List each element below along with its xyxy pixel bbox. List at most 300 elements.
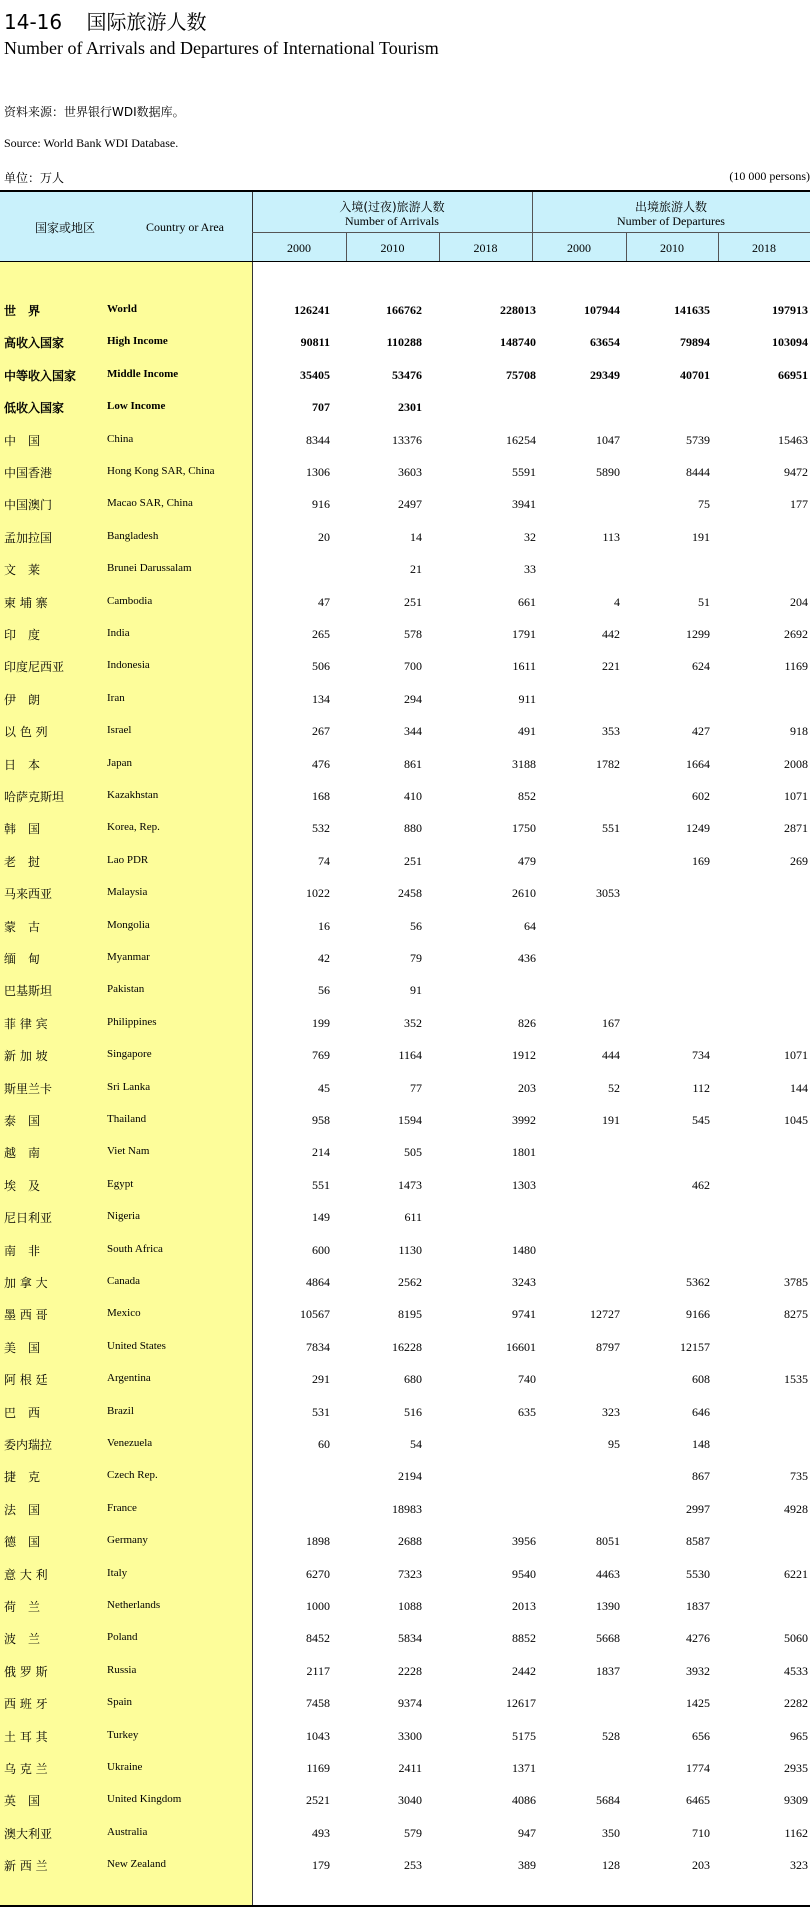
value-cell: 2013 xyxy=(512,1599,536,1613)
value-cell: 646 xyxy=(692,1404,710,1419)
unit-note-en: (10 000 persons) xyxy=(729,169,810,183)
value-cell: 291 xyxy=(312,1372,330,1387)
value-cell: 7834 xyxy=(306,1339,330,1354)
value-cell: 389 xyxy=(518,1858,536,1873)
value-cell: 2282 xyxy=(784,1696,808,1711)
country-name-cn: 柬 埔 寨 xyxy=(4,595,48,610)
value-cell: 1249 xyxy=(686,821,710,836)
value-cell: 531 xyxy=(312,1404,330,1419)
table-row xyxy=(0,358,810,390)
value-cell: 16228 xyxy=(392,1339,422,1354)
value-cell: 6221 xyxy=(784,1566,808,1581)
table-row xyxy=(0,1103,810,1135)
value-cell: 579 xyxy=(404,1825,422,1840)
value-cell: 169 xyxy=(692,853,710,868)
value-cell: 4 xyxy=(614,594,620,609)
value-cell: 60 xyxy=(318,1437,330,1451)
country-name-en: Iran xyxy=(107,691,125,704)
value-cell: 5668 xyxy=(596,1631,620,1646)
country-name-en: World xyxy=(107,303,137,315)
country-name-en: High Income xyxy=(107,335,168,348)
value-cell: 79 xyxy=(410,951,422,965)
value-cell: 199 xyxy=(312,1015,330,1030)
country-name-cn: 哈萨克斯坦 xyxy=(4,790,65,804)
value-cell: 493 xyxy=(312,1825,330,1840)
table-row xyxy=(0,585,810,617)
value-cell: 95 xyxy=(608,1437,620,1451)
country-name-en: Japan xyxy=(107,756,133,769)
country-name-en: Ukraine xyxy=(107,1761,143,1773)
value-cell: 442 xyxy=(602,627,620,641)
value-cell: 228013 xyxy=(500,303,536,317)
country-name-cn: 委内瑞拉 xyxy=(4,1438,53,1452)
value-cell: 103094 xyxy=(772,335,808,350)
value-cell: 3188 xyxy=(512,756,536,771)
country-name-en: Hong Kong SAR, China xyxy=(107,465,215,477)
header-divider xyxy=(346,232,347,262)
value-cell: 204 xyxy=(790,594,808,609)
country-name-en: Turkey xyxy=(107,1728,139,1741)
table-row xyxy=(0,779,810,811)
country-name-en: Venezuela xyxy=(107,1437,153,1449)
value-cell: 149 xyxy=(312,1210,330,1225)
value-cell: 608 xyxy=(692,1372,710,1387)
country-name-cn: 越 南 xyxy=(4,1146,41,1161)
value-cell: 2008 xyxy=(784,756,808,771)
table-row xyxy=(0,1459,810,1491)
value-cell: 16254 xyxy=(506,432,536,447)
value-cell: 661 xyxy=(518,594,536,609)
table-row xyxy=(0,1200,810,1232)
country-name-en: Indonesia xyxy=(107,659,150,672)
table-row xyxy=(0,909,810,941)
value-cell: 1837 xyxy=(596,1663,620,1678)
country-name-cn: 波 兰 xyxy=(4,1632,41,1647)
value-cell: 911 xyxy=(518,691,536,706)
value-cell: 3932 xyxy=(686,1663,710,1678)
value-cell: 14 xyxy=(410,529,422,544)
header-divider xyxy=(252,232,810,233)
value-cell: 436 xyxy=(518,951,536,965)
value-cell: 6465 xyxy=(686,1793,710,1808)
table-row xyxy=(0,1783,810,1815)
value-cell: 410 xyxy=(404,789,422,803)
table-row xyxy=(0,649,810,681)
value-cell: 3941 xyxy=(512,497,536,512)
country-name-cn: 美 国 xyxy=(4,1340,41,1355)
header-departures-cn: 出境旅游人数 xyxy=(634,200,707,214)
value-cell: 75708 xyxy=(506,367,536,382)
country-name-cn: 英 国 xyxy=(4,1794,41,1809)
table-title-cn-text: 国际旅游人数 xyxy=(86,10,207,34)
value-cell: 134 xyxy=(312,691,330,706)
value-cell: 2458 xyxy=(398,886,422,901)
value-cell: 1043 xyxy=(306,1728,330,1743)
value-cell: 1164 xyxy=(398,1048,422,1063)
value-cell: 7458 xyxy=(306,1696,330,1711)
country-name-cn: 巴基斯坦 xyxy=(4,984,53,999)
value-cell: 1088 xyxy=(398,1599,422,1613)
value-cell: 1169 xyxy=(306,1761,330,1775)
table-row xyxy=(0,617,810,649)
country-name-en: Spain xyxy=(107,1696,133,1709)
table-row xyxy=(0,1135,810,1167)
country-name-en: New Zealand xyxy=(107,1858,166,1871)
value-cell: 141635 xyxy=(674,303,710,317)
value-cell: 4864 xyxy=(306,1275,330,1289)
value-cell: 10567 xyxy=(300,1307,330,1322)
country-name-en: Middle Income xyxy=(107,367,179,380)
value-cell: 1071 xyxy=(784,1048,808,1063)
table-header xyxy=(0,190,810,262)
value-cell: 4086 xyxy=(512,1793,536,1808)
value-cell: 700 xyxy=(404,659,422,674)
country-name-en: Italy xyxy=(107,1566,128,1579)
country-name-en: United States xyxy=(107,1339,166,1352)
value-cell: 5834 xyxy=(398,1631,422,1646)
value-cell: 3785 xyxy=(784,1275,808,1289)
value-cell: 191 xyxy=(602,1113,620,1127)
value-cell: 9309 xyxy=(784,1793,808,1808)
value-cell: 2562 xyxy=(398,1275,422,1289)
country-name-en: Australia xyxy=(107,1825,148,1838)
source-note-cn: 资料来源：世界银行WDI数据库。 xyxy=(4,105,185,119)
value-cell: 113 xyxy=(602,529,620,544)
value-cell: 269 xyxy=(790,853,808,868)
value-cell: 680 xyxy=(404,1372,422,1387)
table-row xyxy=(0,1621,810,1653)
header-divider xyxy=(252,192,253,262)
country-name-cn: 菲 律 宾 xyxy=(4,1016,48,1031)
value-cell: 1371 xyxy=(512,1761,536,1775)
country-name-en: Canada xyxy=(107,1275,140,1287)
value-cell: 2411 xyxy=(398,1761,422,1775)
country-name-cn: 日 本 xyxy=(4,757,41,772)
value-cell: 128 xyxy=(602,1858,620,1873)
value-cell: 7323 xyxy=(398,1566,422,1581)
value-cell: 2228 xyxy=(398,1663,422,1678)
country-name-cn: 韩 国 xyxy=(4,822,41,837)
country-name-cn: 世 界 xyxy=(4,304,41,318)
country-name-cn: 南 非 xyxy=(4,1243,41,1258)
value-cell: 63654 xyxy=(590,335,620,350)
table-row xyxy=(0,552,810,584)
value-cell: 203 xyxy=(692,1858,710,1873)
table-row xyxy=(0,293,810,325)
value-cell: 16601 xyxy=(506,1339,536,1354)
table-row xyxy=(0,1719,810,1751)
value-cell: 32 xyxy=(524,529,536,544)
value-cell: 352 xyxy=(404,1015,422,1030)
table-row xyxy=(0,1524,810,1556)
country-name-en: Thailand xyxy=(107,1113,147,1125)
value-cell: 51 xyxy=(698,594,710,609)
country-name-en: Viet Nam xyxy=(107,1145,150,1158)
table-body xyxy=(0,262,810,1905)
value-cell: 635 xyxy=(518,1404,536,1419)
value-cell: 2935 xyxy=(784,1761,808,1775)
table-row xyxy=(0,390,810,422)
value-cell: 1774 xyxy=(686,1761,710,1775)
value-cell: 1664 xyxy=(686,756,710,771)
table-row xyxy=(0,1362,810,1394)
value-cell: 344 xyxy=(404,724,422,739)
value-cell: 476 xyxy=(312,756,330,771)
value-cell: 20 xyxy=(318,529,330,544)
value-cell: 221 xyxy=(602,659,620,674)
table-row xyxy=(0,1427,810,1459)
country-name-en: Nigeria xyxy=(107,1210,140,1223)
country-name-en: South Africa xyxy=(107,1242,163,1255)
table-row xyxy=(0,1265,810,1297)
value-cell: 2497 xyxy=(398,497,422,512)
value-cell: 353 xyxy=(602,724,620,739)
country-name-cn: 蒙 古 xyxy=(4,919,41,934)
value-cell: 2997 xyxy=(686,1501,710,1516)
header-departures-en: Number of Departures xyxy=(617,214,725,228)
country-name-en: Kazakhstan xyxy=(107,789,159,801)
table-row xyxy=(0,1848,810,1880)
value-cell: 5530 xyxy=(686,1566,710,1581)
value-cell: 1898 xyxy=(306,1534,330,1549)
country-name-cn: 墨 西 哥 xyxy=(4,1308,48,1323)
value-cell: 66951 xyxy=(778,367,808,382)
value-cell: 323 xyxy=(790,1858,808,1873)
value-cell: 769 xyxy=(312,1048,330,1063)
country-name-cn: 伊 朗 xyxy=(4,692,41,707)
value-cell: 8195 xyxy=(398,1307,422,1322)
value-cell: 965 xyxy=(790,1728,808,1743)
table-row xyxy=(0,487,810,519)
value-cell: 2442 xyxy=(512,1663,536,1678)
value-cell: 167 xyxy=(602,1015,620,1030)
table-row xyxy=(0,1686,810,1718)
header-divider xyxy=(532,192,533,262)
value-cell: 1045 xyxy=(784,1113,808,1127)
table-bottom-rule xyxy=(0,1905,810,1907)
value-cell: 9540 xyxy=(512,1566,536,1581)
country-name-en: France xyxy=(107,1501,137,1514)
value-cell: 5739 xyxy=(686,432,710,447)
value-cell: 2521 xyxy=(306,1793,330,1808)
value-cell: 1480 xyxy=(512,1242,536,1257)
value-cell: 56 xyxy=(318,983,330,998)
table-title-en: Number of Arrivals and Departures of International Tourism xyxy=(4,38,439,58)
header-year: 2018 xyxy=(473,241,498,255)
value-cell: 516 xyxy=(404,1404,422,1419)
value-cell: 5060 xyxy=(784,1631,808,1646)
country-name-cn: 意 大 利 xyxy=(4,1567,48,1582)
country-name-cn: 文 莱 xyxy=(4,563,41,578)
country-name-en: Cambodia xyxy=(107,594,153,607)
value-cell: 3956 xyxy=(512,1534,536,1549)
value-cell: 126241 xyxy=(294,303,330,317)
country-name-cn: 印 度 xyxy=(4,628,41,642)
value-cell: 5890 xyxy=(596,465,620,479)
value-cell: 2194 xyxy=(398,1469,422,1484)
value-cell: 15463 xyxy=(778,432,808,447)
value-cell: 491 xyxy=(518,724,536,739)
country-name-en: Low Income xyxy=(107,400,166,413)
value-cell: 867 xyxy=(692,1469,710,1484)
country-name-en: Bangladesh xyxy=(107,529,159,542)
value-cell: 740 xyxy=(518,1372,536,1387)
value-cell: 545 xyxy=(692,1113,710,1127)
value-cell: 600 xyxy=(312,1242,330,1257)
value-cell: 16 xyxy=(318,918,330,933)
value-cell: 880 xyxy=(404,821,422,836)
country-name-cn: 泰 国 xyxy=(4,1114,41,1128)
value-cell: 177 xyxy=(790,497,808,512)
unit-note-cn: 单位：万人 xyxy=(4,171,65,185)
value-cell: 551 xyxy=(312,1177,330,1192)
value-cell: 9166 xyxy=(686,1307,710,1322)
table-row xyxy=(0,1038,810,1070)
table-row xyxy=(0,1751,810,1783)
table-row xyxy=(0,973,810,1005)
value-cell: 1306 xyxy=(306,465,330,479)
country-name-cn: 俄 罗 斯 xyxy=(4,1664,48,1679)
header-country-en: Country or Area xyxy=(146,220,224,234)
value-cell: 861 xyxy=(404,756,422,771)
value-cell: 148 xyxy=(692,1437,710,1451)
table-row xyxy=(0,1168,810,1200)
value-cell: 42 xyxy=(318,951,330,965)
country-name-en: Malaysia xyxy=(107,886,148,899)
value-cell: 1022 xyxy=(306,886,330,901)
value-cell: 2610 xyxy=(512,886,536,901)
value-cell: 35405 xyxy=(300,367,330,382)
table-row xyxy=(0,747,810,779)
value-cell: 734 xyxy=(692,1048,710,1063)
table-row xyxy=(0,1233,810,1265)
value-cell: 8797 xyxy=(596,1339,620,1354)
country-name-cn: 马来西亚 xyxy=(4,887,53,902)
value-cell: 8275 xyxy=(784,1307,808,1322)
value-cell: 1303 xyxy=(512,1177,536,1192)
value-cell: 5591 xyxy=(512,465,536,479)
value-cell: 5362 xyxy=(686,1275,710,1289)
country-name-cn: 中等收入国家 xyxy=(4,368,77,383)
value-cell: 1425 xyxy=(686,1696,710,1711)
value-cell: 8444 xyxy=(686,465,710,479)
value-cell: 13376 xyxy=(392,432,422,447)
value-cell: 251 xyxy=(404,853,422,868)
table-row xyxy=(0,520,810,552)
value-cell: 2301 xyxy=(398,400,422,415)
value-cell: 1801 xyxy=(512,1145,536,1160)
value-cell: 3603 xyxy=(398,465,422,479)
value-cell: 203 xyxy=(518,1080,536,1095)
country-name-cn: 中国澳门 xyxy=(4,498,53,513)
country-name-cn: 土 耳 其 xyxy=(4,1729,48,1744)
value-cell: 1594 xyxy=(398,1113,422,1127)
value-cell: 5684 xyxy=(596,1793,620,1808)
country-name-cn: 缅 甸 xyxy=(4,952,41,966)
country-name-en: Pakistan xyxy=(107,983,145,996)
country-name-en: Poland xyxy=(107,1631,138,1644)
value-cell: 710 xyxy=(692,1825,710,1840)
value-cell: 611 xyxy=(404,1210,422,1225)
table-title-cn xyxy=(4,6,206,35)
table-row xyxy=(0,1589,810,1621)
value-cell: 4533 xyxy=(784,1663,808,1678)
value-cell: 45 xyxy=(318,1080,330,1095)
value-cell: 29349 xyxy=(590,367,620,382)
table-row xyxy=(0,1297,810,1329)
value-cell: 479 xyxy=(518,853,536,868)
table-row xyxy=(0,325,810,357)
country-name-en: China xyxy=(107,432,134,445)
country-name-cn: 巴 西 xyxy=(4,1405,41,1420)
value-cell: 4276 xyxy=(686,1631,710,1646)
table-row xyxy=(0,1654,810,1686)
value-cell: 79894 xyxy=(680,335,710,350)
header-year: 2000 xyxy=(287,241,311,255)
header-year: 2000 xyxy=(567,241,591,255)
value-cell: 958 xyxy=(312,1113,330,1127)
value-cell: 214 xyxy=(312,1145,330,1160)
country-name-cn: 孟加拉国 xyxy=(4,530,53,545)
country-name-cn: 中 国 xyxy=(4,433,41,448)
value-cell: 427 xyxy=(692,724,710,739)
value-cell: 166762 xyxy=(386,303,422,317)
table-number: 14-16 xyxy=(4,10,63,34)
value-cell: 656 xyxy=(692,1728,710,1743)
value-cell: 9741 xyxy=(512,1307,536,1322)
value-cell: 251 xyxy=(404,594,422,609)
country-name-en: Egypt xyxy=(107,1177,134,1190)
value-cell: 947 xyxy=(518,1825,536,1840)
country-name-cn: 尼日利亚 xyxy=(4,1211,53,1226)
value-cell: 9472 xyxy=(784,465,808,479)
value-cell: 179 xyxy=(312,1858,330,1873)
country-name-en: United Kingdom xyxy=(107,1793,182,1806)
value-cell: 191 xyxy=(692,529,710,544)
header-year: 2010 xyxy=(660,241,684,255)
value-cell: 265 xyxy=(312,627,330,641)
value-cell: 6270 xyxy=(306,1566,330,1581)
value-cell: 18983 xyxy=(392,1501,422,1516)
value-cell: 144 xyxy=(790,1080,808,1095)
country-name-en: Mexico xyxy=(107,1307,141,1320)
country-name-en: Myanmar xyxy=(107,951,150,963)
value-cell: 168 xyxy=(312,789,330,803)
value-cell: 77 xyxy=(410,1080,422,1095)
value-cell: 197913 xyxy=(772,303,808,317)
value-cell: 33 xyxy=(524,562,536,577)
value-cell: 9374 xyxy=(398,1696,422,1711)
value-cell: 90811 xyxy=(300,335,330,350)
country-name-cn: 澳大利亚 xyxy=(4,1826,53,1841)
table-row xyxy=(0,1071,810,1103)
country-name-cn: 德 国 xyxy=(4,1535,41,1550)
value-cell: 532 xyxy=(312,821,330,836)
header-divider xyxy=(626,232,627,262)
value-cell: 1611 xyxy=(512,659,536,674)
country-name-en: Korea, Rep. xyxy=(107,821,160,834)
value-cell: 12617 xyxy=(506,1696,536,1711)
value-cell: 444 xyxy=(602,1048,620,1063)
country-name-cn: 荷 兰 xyxy=(4,1600,41,1614)
table-row xyxy=(0,682,810,714)
value-cell: 2692 xyxy=(784,627,808,641)
value-cell: 2117 xyxy=(306,1663,330,1678)
value-cell: 4928 xyxy=(784,1501,808,1516)
country-name-cn: 新 西 兰 xyxy=(4,1859,48,1874)
country-name-en: Netherlands xyxy=(107,1599,161,1611)
value-cell: 267 xyxy=(312,724,330,739)
